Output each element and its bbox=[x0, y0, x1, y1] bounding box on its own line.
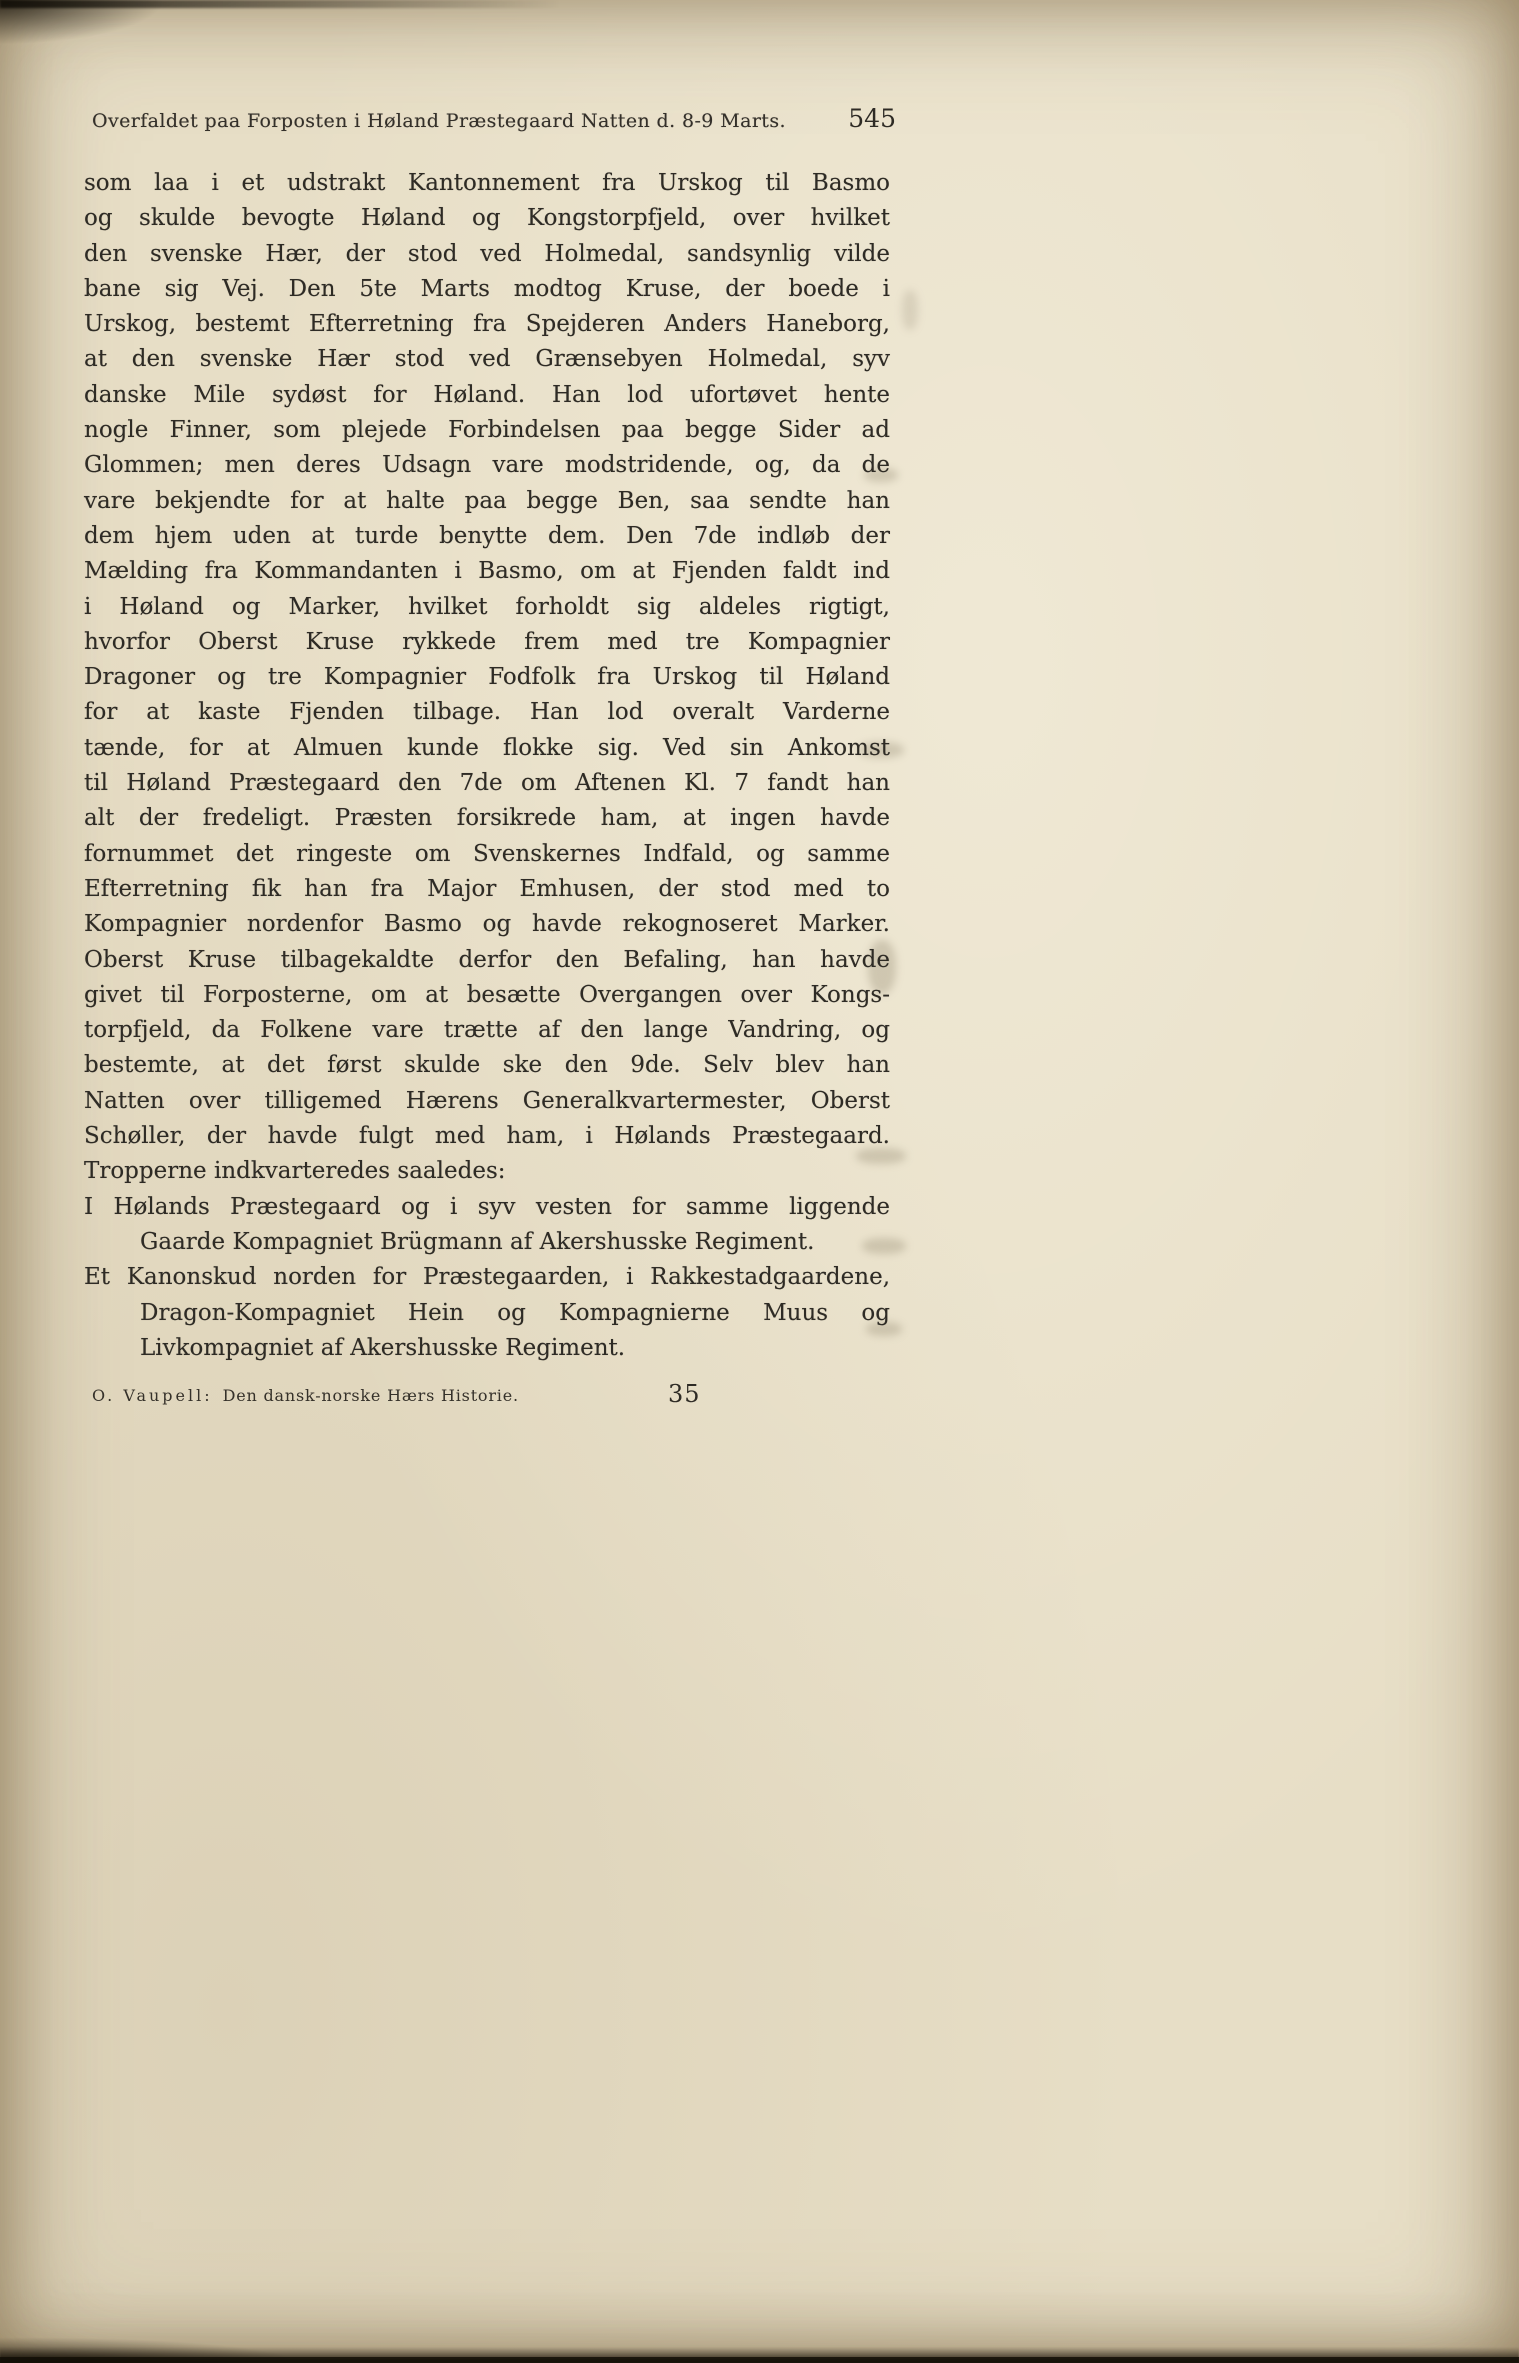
text-line: Oberst Kruse tilbagekaldte derfor den Befaling, han havde bbox=[84, 946, 890, 973]
text-line: og skulde bevogte Høland og Kongstorpfjeld, over hvilket bbox=[84, 205, 890, 232]
text-line: Livkompagniet af Akershusske Regiment. bbox=[140, 1334, 626, 1361]
text-line: til Høland Præstegaard den 7de om Aftenen Kl. 7 fandt han bbox=[84, 770, 890, 797]
text-line: bane sig Vej. Den 5te Marts modtog Kruse, der boede i bbox=[84, 275, 890, 302]
text-line: som laa i et udstrakt Kantonnement fra Urskog til Basmo bbox=[84, 170, 890, 196]
scan-edge-bottom-line bbox=[0, 2357, 1519, 2363]
text-line: i Høland og Marker, hvilket forholdt sig aldeles rigtigt, bbox=[84, 593, 890, 620]
text-line: Dragoner og tre Kompagnier Fodfolk fra Urskog til Høland bbox=[84, 664, 890, 691]
text-line: den svenske Hær, der stod ved Holmedal, sandsynlig vilde bbox=[84, 240, 890, 267]
text-line: at den svenske Hær stod ved Grænsebyen Holmedal, syv bbox=[84, 346, 890, 373]
bleedthrough-mark bbox=[902, 290, 918, 330]
text-line: fornummet det ringeste om Svenskernes Indfald, og samme bbox=[84, 840, 890, 867]
text-line: Schøller, der havde fulgt med ham, i Hølands Præstegaard. bbox=[84, 1123, 890, 1150]
text-line: Mælding fra Kommandanten i Basmo, om at Fjenden faldt ind bbox=[84, 558, 890, 585]
text-line: bestemte, at det først skulde ske den 9de. Selv blev han bbox=[84, 1052, 890, 1079]
body-text bbox=[84, 166, 890, 1366]
text-line: tænde, for at Almuen kunde flokke sig. Ved sin Ankomst bbox=[84, 734, 890, 761]
text-line: vare bekjendte for at halte paa begge Ben, saa sendte han bbox=[84, 487, 890, 514]
signature-number: 35 bbox=[668, 1380, 701, 1408]
text-line: Efterretning fik han fra Major Emhusen, der stod med to bbox=[84, 875, 890, 902]
text-line: Kompagnier nordenfor Basmo og havde rekognoseret Marker. bbox=[84, 911, 890, 938]
text-line: Et Kanonskud norden for Præstegaarden, i Rakkestadgaardene, bbox=[84, 1264, 890, 1291]
text-line: Dragon-Kompagniet Hein og Kompagnierne Muus og bbox=[140, 1299, 890, 1326]
text-line: nogle Finner, som plejede Forbindelsen paa begge Sider ad bbox=[84, 417, 890, 444]
scan-corner-top-left bbox=[0, 0, 170, 46]
text-line: givet til Forposterne, om at besætte Overgangen over Kongs- bbox=[84, 981, 890, 1008]
text-line: hvorfor Oberst Kruse rykkede frem med tre Kompagnier bbox=[84, 628, 890, 655]
text-line: dem hjem uden at turde benytte dem. Den 7de indløb der bbox=[84, 522, 890, 549]
running-header-title: Overfaldet paa Forposten i Høland Præstegaard Natten d. 8-9 Marts. bbox=[92, 110, 786, 132]
text-line: torpfjeld, da Folkene vare trætte af den lange Vandring, og bbox=[84, 1017, 890, 1044]
page-number: 545 bbox=[848, 104, 896, 133]
text-line: Natten over tilligemed Hærens Generalkvartermester, Oberst bbox=[84, 1087, 890, 1114]
page-footer bbox=[92, 1380, 898, 1408]
text-line: Gaarde Kompagniet Brügmann af Akershusske Regiment. bbox=[140, 1228, 815, 1255]
text-line: I Hølands Præstegaard og i syv vesten for samme liggende bbox=[84, 1193, 890, 1220]
text-line: Glommen; men deres Udsagn vare modstridende, og, da de bbox=[84, 452, 890, 479]
running-header bbox=[92, 104, 896, 133]
footer-citation-title: Den dansk-norske Hærs Historie. bbox=[222, 1386, 519, 1405]
text-line: danske Mile sydøst for Høland. Han lod ufortøvet hente bbox=[84, 381, 890, 408]
text-line: for at kaste Fjenden tilbage. Han lod overalt Varderne bbox=[84, 699, 890, 726]
text-line: alt der fredeligt. Præsten forsikrede ham, at ingen havde bbox=[84, 805, 890, 832]
text-line: Tropperne indkvarteredes saaledes: bbox=[84, 1158, 506, 1185]
footer-citation-author: O. Vaupell: bbox=[92, 1386, 213, 1405]
text-line: Urskog, bestemt Efterretning fra Spejderen Anders Haneborg, bbox=[84, 311, 890, 338]
